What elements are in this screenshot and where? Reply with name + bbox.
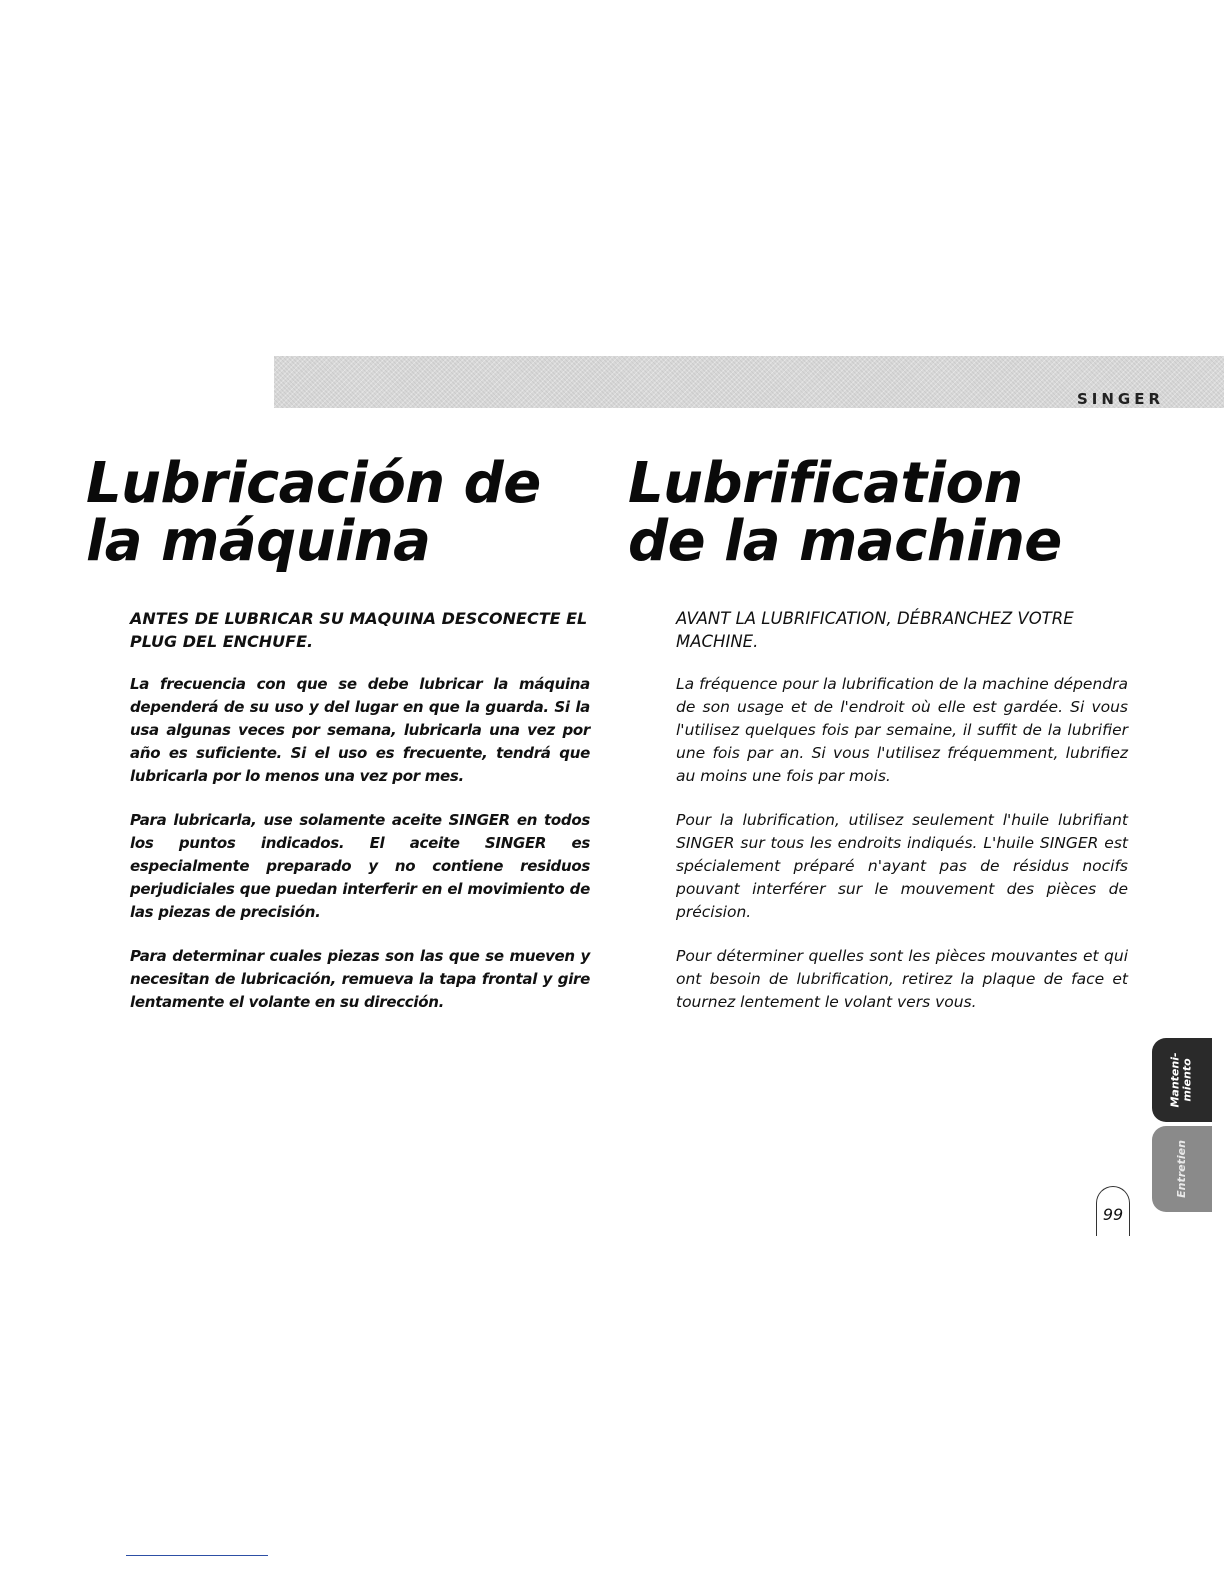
spanish-title-line-1: Lubricación de xyxy=(86,451,541,516)
french-title-line-1: Lubrification xyxy=(628,451,1023,516)
spanish-body xyxy=(130,607,590,1035)
french-paragraph-3: Pour déterminer quelles sont les pièces mouvantes et qui ont besoin de lubrification, retirez la plaque de face et tournez lentement le volant vers vous. xyxy=(676,947,1128,1011)
spanish-paragraph-2: Para lubricarla, use solamente aceite SINGER en todos los puntos indicados. El aceite SINGER es especialmente preparado y no contiene residuos perjudiciales que puedan interferir en el movimiento de las piezas de precisión. xyxy=(130,811,590,921)
header-band xyxy=(274,356,1224,408)
spanish-title-line-2: la máquina xyxy=(86,509,431,574)
section-tab-entretien-label: Entretien xyxy=(1175,1140,1188,1198)
section-tab-mantenimiento-label xyxy=(1170,1052,1194,1107)
french-paragraph-2: Pour la lubrification, utilisez seulement l'huile lubrifiant SINGER sur tous les endroits indiqués. L'huile SINGER est spécialement préparé n'ayant pas de résidus nocifs pouvant interférer sur le mouvement des pièces de précision. xyxy=(676,811,1128,921)
spanish-paragraph-3: Para determinar cuales piezas son las que se mueven y necesitan de lubricación, remueva la tapa frontal y gire lentamente el volante en su dirección. xyxy=(130,947,590,1011)
french-column xyxy=(628,451,1148,1011)
section-tab-mantenimiento[interactable] xyxy=(1152,1038,1212,1122)
footer-rule xyxy=(126,1555,268,1556)
spanish-title xyxy=(86,451,596,574)
french-title-line-2: de la machine xyxy=(628,509,1062,574)
page-number: 99 xyxy=(1096,1186,1130,1236)
french-body xyxy=(676,607,1128,1035)
french-title xyxy=(628,451,1148,574)
section-tab-entretien[interactable] xyxy=(1152,1126,1212,1212)
spanish-paragraph-1: La frecuencia con que se debe lubricar la máquina dependerá de su uso y del lugar en que la guarda. Si la usa algunas veces por semana, lubricarla una vez por año es suficiente. Si el uso es frecuente, tendrá que lubricarla por lo menos una vez por mes. xyxy=(130,675,590,785)
spanish-column xyxy=(86,451,596,1011)
spanish-warning: ANTES DE LUBRICAR SU MAQUINA DESCONECTE EL PLUG DEL ENCHUFE. xyxy=(130,609,588,651)
brand-logo-text: SINGER xyxy=(1076,390,1164,408)
tab-label-line-2: miento xyxy=(1181,1058,1194,1102)
french-paragraph-1: La fréquence pour la lubrification de la machine dépendra de son usage et de l'endroit où elle est gardée. Si vous l'utilisez quelques fois par semaine, il suffit de la lubrifier une fois par an. Si vous l'utilisez fréquemment, lubrifiez au moins une fois par mois. xyxy=(676,675,1128,785)
french-warning: AVANT LA LUBRIFICATION, DÉBRANCHEZ VOTRE MACHINE. xyxy=(676,609,1074,651)
tab-label-line-1: Manteni- xyxy=(1169,1052,1182,1108)
